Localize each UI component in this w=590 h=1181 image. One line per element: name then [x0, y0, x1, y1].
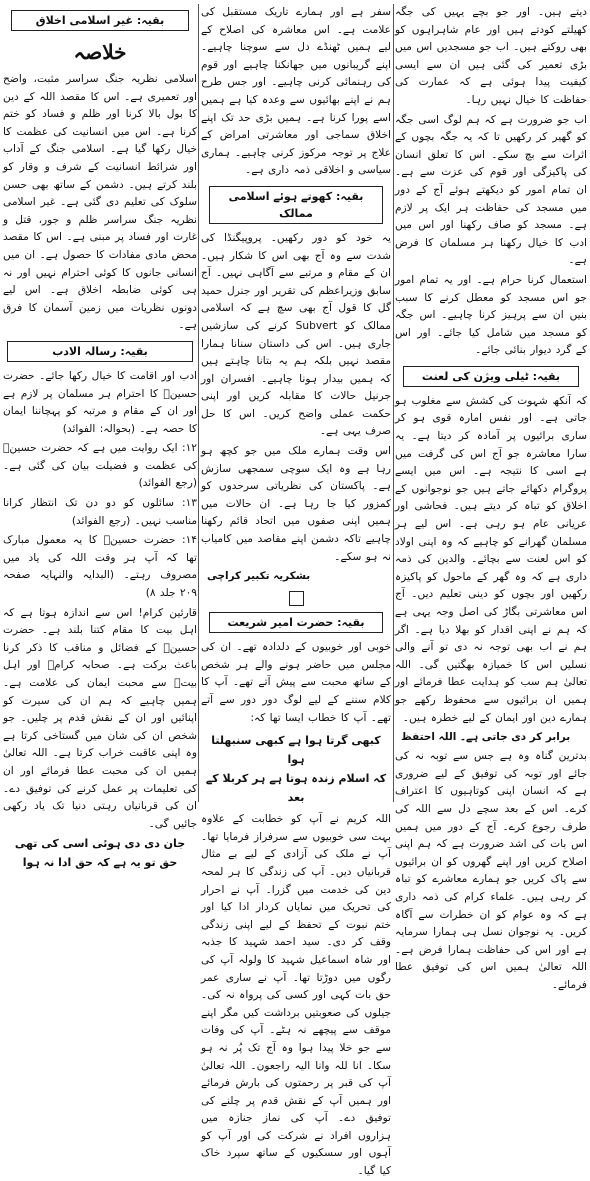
- article-paragraph: کہ آنکھ شہوت کی کشش سے مغلوب ہو جاتی ہے۔ اور نفس امارہ قوی ہو کر ساری برائیوں پر آمادہ کر دیتا ہے۔ یہ سارا معاشرہ جو آج اس کی گرفت میں ہے اسی کا نتیجہ ہے۔ اس میں ایسے پروگرام دکھائے جاتے ہیں جو نوجوانوں کے اخلاق کو تباہ کر دیتے ہیں۔ فحاشی اور عریانی عام ہو رہی ہے۔ اس لیے ہر مسلمان گھرانے کو چاہیے کہ وہ اپنی اولاد کو اس لعنت سے بچائے۔ والدین کی ذمہ داری ہے کہ وہ گھر کے ماحول کو پاکیزہ رکھیں اور بچوں کو دینی تعلیم دیں۔ آج اس معاشرتی بگاڑ کی اصل وجہ یہی ہے کہ ہم نے اپنی اقدار کو بھلا دیا ہے۔ اگر ہم نے اب بھی توجہ نہ دی تو آنے والی نسلیں اس کا خمیازہ بھگتیں گی۔ اللہ تعالیٰ ہم سب کو ہدایت عطا فرمائے اور ہمیں ان برائیوں سے محفوظ رکھے جو ہمارے دین اور ایمان کے لیے خطرہ ہیں۔: [395, 394, 587, 724]
- middle-column: [201, 4, 391, 1178]
- article-paragraph: خوبی اور خوبیوں کے دلدادہ تھے۔ ان کی مجلس میں حاضر ہونے والے ہر شخص کے ساتھ محبت سے پیش آتے تھے۔ آپ کا کلام سننے کے لیے لوگ دور دور سے آتے تھے۔ آپ کا خطاب ایسا تھا کہ:: [201, 641, 391, 724]
- article-paragraph: بدترین گناہ وہ ہے جس سے توبہ نہ کی جائے اور توبہ کی توفیق کے لیے ضروری ہے کہ انسان اپنی کوتاہیوں کا اعتراف کرے۔ اس کے بعد سچے دل سے اللہ کی طرف رجوع کرے۔ آج کے دور میں ہمیں اس بات کی اشد ضرورت ہے کہ ہم اپنی اصلاح کریں اور اپنے گھروں کو ان برائیوں سے پاک کریں جو ہمارے معاشرے کو تباہ کر رہی ہیں۔ علماء کرام کی ذمہ داری ہے کہ وہ عوام کو ان خطرات سے آگاہ کریں۔ یہ نوجوان نسل ہی ہمارا سرمایہ ہے اور اس کی حفاظت ہمارا فرض ہے۔ اللہ تعالیٰ ہمیں اس کی توفیق عطا فرمائے۔: [395, 750, 587, 991]
- article-paragraph: ادب اور اقامت کا خیال رکھا جائے۔ حضرت حسینؓ کا احترام ہر مسلمان پر لازم ہے اور ان کے مقام و مرتبہ کو پہچاننا ایمان کا حصہ ہے۔ (بحوالہ: الفوائد): [3, 369, 197, 435]
- closing-couplet-line2: حق تو یہ ہے کہ حق ادا نہ ہوا: [22, 856, 178, 870]
- article-paragraph: قارئین کرام! اس سے اندازہ ہوتا ہے کہ اہل بیت کا مقام کتنا بلند ہے۔ حضرت حسینؓ کے فضائل و مناقب کا ذکر کرنا باعث برکت ہے۔ صحابہ کرامؓ اور اہل بیتؓ سے محبت ایمان کی علامت ہے۔ ہمیں چاہیے کہ ہم ان کی سیرت کو اپنائیں اور ان کے نقش قدم پر چلیں۔ جو شخص ان کی شان میں گستاخی کرتا ہے وہ اپنی عاقبت خراب کرتا ہے۔ اللہ تعالیٰ ہمیں ان کی محبت عطا فرمائے اور ان کی تعلیمات پر عمل کرنے کی توفیق دے۔ ان کی قربانیاں رہتی دنیا تک یاد رکھی جائیں گی۔: [3, 606, 197, 830]
- summary-title: خلاصہ: [73, 40, 127, 64]
- article-paragraph: سفر ہے اور ہمارے تاریک مستقبل کی علامت ہے۔ اس معاشرہ کی اصلاح کے لیے ہمیں ٹھنڈے دل سے سوچنا چاہیے۔ اپنے گریبانوں میں جھانکنا چاہیے اور قوم کی رہنمائی کرنی چاہیے۔ اور جس طرح ہم نے اپنے بھائیوں سے وعدہ کیا ہے ہمیں اسے پورا کرنا ہے۔ ہمیں بڑی حد تک اپنے اخلاق سماجی اور معاشرتی امراض کے علاج پر توجہ مرکوز کرنی چاہیے۔ ہماری سیاسی و اخلاقی ذمہ داری ہے۔: [201, 6, 391, 177]
- article-paragraph: دیتے ہیں۔ اور جو بچے یہیں کی جگہ کھیلتے کودتے ہیں اور عام شاہراہوں کو بھی روکتے ہیں۔ اب جو مسجدیں اس میں بڑی تعمیر کی گئی ہیں ان سے ایسی کیفیت پیدا ہوئی ہے کہ عمارت کی حفاظت کا خیال نہیں رہا۔: [395, 6, 587, 106]
- section-heading-ethics: بقیہ: غیر اسلامی اخلاق: [11, 10, 189, 31]
- article-paragraph: اسلامی نظریہ جنگ سراسر مثبت، واضح اور تعمیری ہے۔ اس کا مقصد اللہ کے دین کا بول بالا کرنا اور ظلم و فساد کو ختم کرنا ہے۔ اس میں انسانیت کی عظمت کا خیال رکھا گیا ہے۔ اسلامی جنگ کے آداب اور شرائط انسانیت کے شرف و وقار کو بلند کرتے ہیں۔ دشمن کے ساتھ بھی حسن سلوک کی تعلیم دی گئی ہے۔ غیر اسلامی نظریہ جنگ سراسر ظلم و جور، قتل و غارت اور فساد پر مبنی ہے۔ اس کا مقصد محض مادی مفادات کا حصول ہے۔ ان میں انسانی جانوں کا کوئی احترام نہیں اور نہ ہی کوئی ضابطہ اخلاق ہے۔ اس لیے دونوں نظریات میں زمین آسمان کا فرق ہے۔: [3, 73, 197, 332]
- article-paragraph: اس وقت ہمارے ملک میں جو کچھ ہو رہا ہے وہ ایک سوچی سمجھی سازش ہے۔ پاکستان کی نظریاتی سرحدوں کو کمزور کیا جا رہا ہے۔ ان حالات میں ہمیں اپنی صفوں میں اتحاد قائم رکھنا چاہیے تاکہ دشمن اپنے مقاصد میں کامیاب نہ ہو سکے۔: [201, 445, 391, 563]
- article-paragraph: استعمال کرنا حرام ہے۔ اور یہ تمام امور جو اس مسجد کو معطل کرنے کا سبب بنیں ان سے پرہیز کرنا چاہیے۔ اس جگہ کو مسجد میں شامل کیا جائے۔ اور اس کے گرد دیوار بنائی جائے۔: [395, 273, 587, 357]
- article-paragraph: یہ خود کو دور رکھیں۔ پروپیگنڈا کی شدت سے وہ آج بھی اس کا شکار ہیں۔ ان کے مقام و مرتبے سے آگاہی نہیں۔ آج سابق وزیراعظم کی تقریر اور جنرل حمید گل کا قول آج بھی سچ ہے کہ اسلامی ممالک کو Subvert کرنے کی سازشیں جاری ہیں۔ اس کی داستان سنانا ہمارا مقصد نہیں بلکہ ہم یہ بتانا چاہتے ہیں کہ ہمیں بیدار ہونا چاہیے۔ افسران اور جرنیل حالات کا مقابلہ کریں اور اپنی حکمت عملی واضح کریں۔ اس کا حل صرف یہی ہے۔: [201, 231, 391, 438]
- closing-couplet-line1: جان دی دی ہوئی اسی کی تھی: [14, 837, 186, 851]
- column-divider: [198, 4, 199, 802]
- article-paragraph: اب جو ضرورت ہے کہ ہم لوگ اسی جگہ کو گھیر کر رکھیں تا کہ یہ جگہ بچوں کے اثرات سے بچ سکے۔ اس کا تعلق انسان کی پاکیزگی اور قوم کی عزت سے ہے۔ ان تمام امور کو دیکھتے ہوئے آج کے دور میں مسجد کی حفاظت ہر ایک پر لازم ہے۔ مسجد کو صاف رکھنا اور اس میں ادب کا خیال رکھنا ہر مسلمان کا فرض ہے۔: [395, 113, 587, 267]
- article-paragraph: ۱۲: ایک روایت میں ہے کہ حضرت حسینؓ کی عظمت و فضیلت بیان کی گئی ہے۔ (رجع الفوائد): [3, 442, 197, 490]
- article-signoff: برابر کر دی جاتی ہے۔ اللہ احتفظ: [401, 731, 571, 744]
- end-mark-square: [289, 591, 304, 606]
- section-heading-tv: بقیہ: ٹیلی ویژن کی لعنت: [403, 366, 579, 387]
- section-heading-amir-shariat: بقیہ: حضرت امیر شریعت: [209, 612, 383, 633]
- left-column: [3, 4, 197, 870]
- section-heading-adab: بقیہ: رسالہ الادب: [7, 341, 193, 362]
- section-heading-islamic-countries: بقیہ: کھوتے ہوئے اسلامی ممالک: [209, 186, 383, 224]
- article-paragraph: ۱۳: سائلوں کو دو دن تک انتظار کرانا مناسب نہیں۔ (رجع الفوائد): [3, 497, 197, 527]
- poetry-verse: کبھی گرتا ہوا ہے کبھی سنبھلتا ہوا کہ اسلام زندہ ہوتا ہے ہر کربلا کے بعد: [205, 734, 387, 805]
- article-paragraph: اللہ کریم نے آپ کو خطابت کے علاوہ بہت سی خوبیوں سے سرفراز فرمایا تھا۔ آپ نے ملک کی آزادی کے لیے بے مثال قربانیاں دیں۔ آپ کی زندگی کا ہر لمحہ دین کی خدمت میں گزرا۔ آپ نے احرار کی تحریک میں نمایاں کردار ادا کیا اور ختم نبوت کے تحفظ کے لیے اپنی زندگی وقف کر دی۔ سید احمد شہید کا جذبہ اور شاہ اسماعیل شہید کا ولولہ آپ کی رگوں میں دوڑتا تھا۔ آپ نے ساری عمر حق بات کہی اور کسی کی پرواہ نہ کی۔ جیلوں کی صعوبتیں برداشت کیں مگر اپنے موقف سے پیچھے نہ ہٹے۔ آپ کی وفات سے جو خلا پیدا ہوا وہ آج تک پُر نہ ہو سکا۔ انا للہ وانا الیہ راجعون۔ اللہ تعالیٰ آپ کی قبر پر رحمتوں کی بارش فرمائے اور ہمیں آپ کے نقش قدم پر چلنے کی توفیق دے۔ آپ کی نماز جنازہ میں ہزاروں افراد نے شرکت کی اور آپ کو آہوں اور سسکیوں کے ساتھ سپرد خاک کیا گیا۔: [201, 813, 391, 1178]
- right-column: [395, 4, 587, 991]
- column-divider: [393, 4, 394, 802]
- article-paragraph: ۱۴: حضرت حسینؓ کا یہ معمول مبارک تھا کہ آپ ہر وقت اللہ کی یاد میں مصروف رہتے۔ (البدایہ والنہایہ صفحہ ۲۰۹ جلد ۸): [3, 534, 197, 600]
- article-credit: بشکریہ تکبیر کراچی: [207, 570, 311, 583]
